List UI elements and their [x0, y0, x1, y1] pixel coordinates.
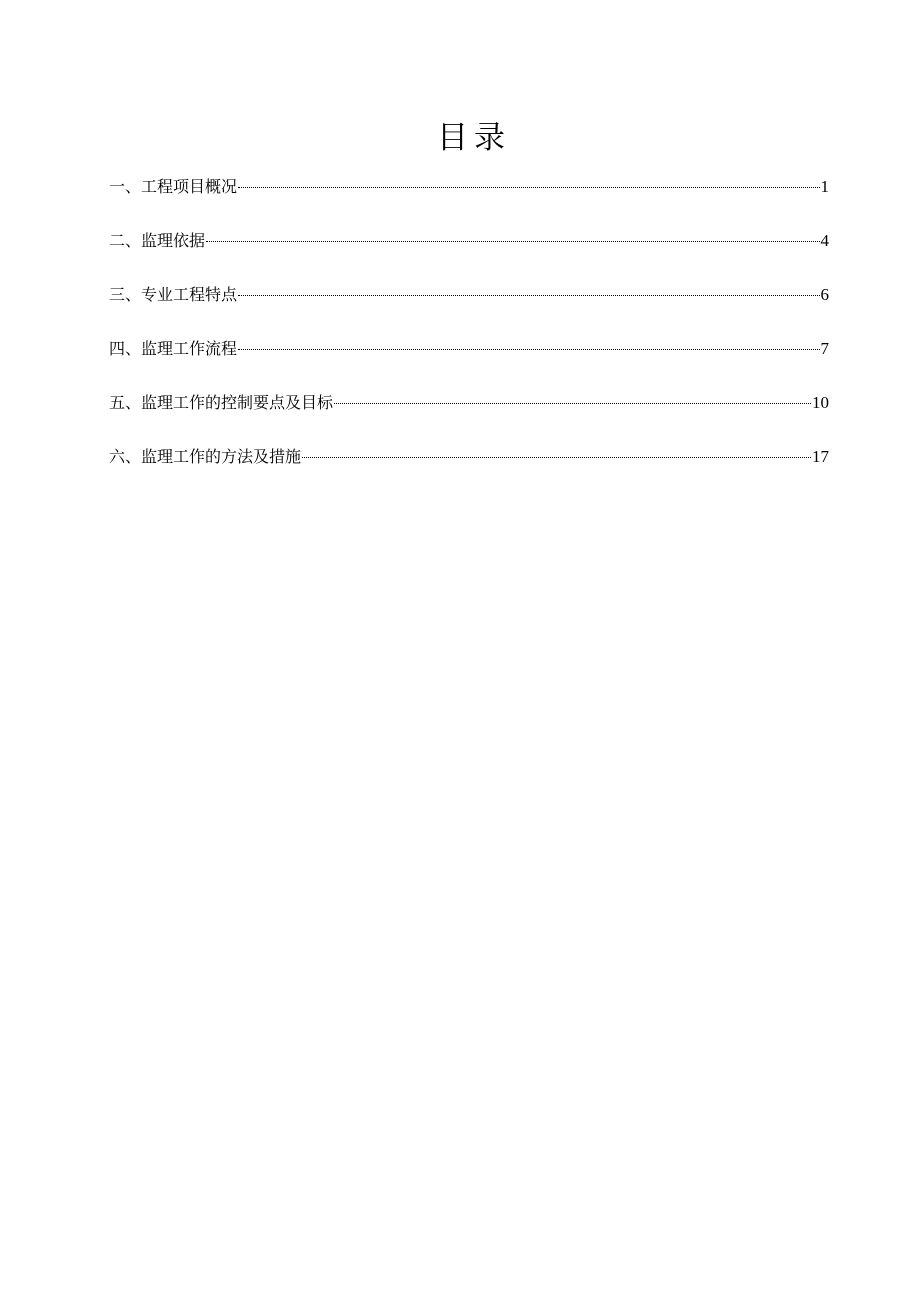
toc-dot-leader	[238, 186, 819, 188]
toc-entry-label: 二、监理依据	[109, 231, 206, 250]
toc-entry-2[interactable]	[109, 224, 829, 278]
toc-entry-page-number: 10	[812, 393, 829, 412]
toc-entry-1[interactable]	[109, 170, 829, 224]
toc-entry-3[interactable]	[109, 278, 829, 332]
toc-dot-leader	[206, 240, 819, 242]
toc-entry-page-number: 6	[820, 285, 829, 304]
toc-entry-label: 三、专业工程特点	[109, 285, 238, 304]
toc-list	[109, 170, 829, 494]
toc-dot-leader	[302, 456, 811, 458]
toc-entry-label: 五、监理工作的控制要点及目标	[109, 393, 334, 412]
toc-entry-page-number: 17	[812, 447, 829, 466]
toc-entry-label: 六、监理工作的方法及措施	[109, 447, 302, 466]
toc-entry-page-number: 1	[820, 177, 829, 196]
toc-entry-6[interactable]	[109, 440, 829, 494]
toc-entry-label: 一、工程项目概况	[109, 177, 238, 196]
toc-entry-5[interactable]	[109, 386, 829, 440]
toc-title: 目录	[437, 120, 511, 156]
toc-entry-4[interactable]	[109, 332, 829, 386]
toc-dot-leader	[334, 402, 811, 404]
toc-dot-leader	[238, 348, 819, 350]
toc-entry-label: 四、监理工作流程	[109, 339, 238, 358]
toc-dot-leader	[238, 294, 819, 296]
toc-entry-page-number: 7	[820, 339, 829, 358]
toc-entry-page-number: 4	[820, 231, 829, 250]
